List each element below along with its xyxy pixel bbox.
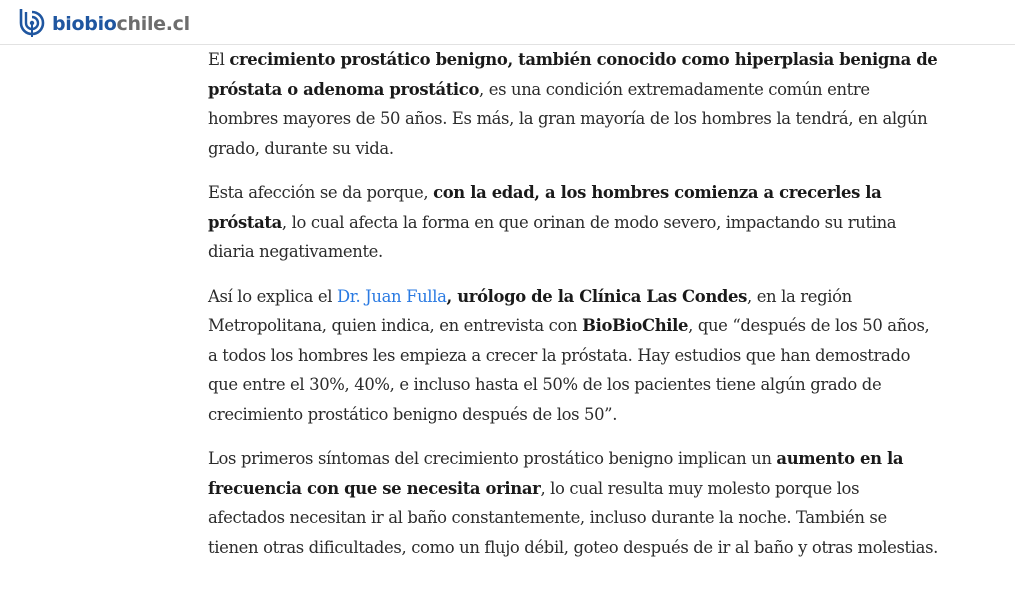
site-logo-text: biobiochile.cl: [52, 13, 190, 35]
site-header: [0, 0, 1015, 45]
article-paragraph-4: Los primeros síntomas del crecimiento prostático benigno implican un aumento en la frecuencia con que se necesita orinar, lo cual resulta muy molesto porque los afectados necesitan ir al baño constantemente, incluso durante la noche. También se tienen otras dificultades, como un flujo débil, goteo después de ir al baño y otras molestias.: [208, 449, 938, 557]
doctor-link[interactable]: Dr. Juan Fulla: [336, 286, 447, 306]
site-logo[interactable]: [18, 6, 190, 42]
article-body: [208, 45, 938, 577]
article-paragraph-1: El crecimiento prostático benigno, también conocido como hiperplasia benigna de próstata o adenoma prostático, es una condición extremadamente común entre hombres mayores de 50 años. Es más, la gran mayoría de los hombres la tendrá, en algún grado, durante su vida.: [208, 50, 938, 158]
article-paragraph-2: Esta afección se da porque, con la edad, a los hombres comienza a crecerles la próstata, lo cual afecta la forma en que orinan de modo severo, impactando su rutina diaria negativamente.: [208, 183, 897, 261]
article-paragraph-3: Así lo explica el Dr. Juan Fulla, urólogo de la Clínica Las Condes, en la región Metropolitana, quien indica, en entrevista con BioBioChile, que “después de los 50 años, a todos los hombres les empieza a crecer la próstata. Hay estudios que han demostrado que entre el 30%, 40%, e incluso hasta el 50% de los pacientes tiene algún grado de crecimiento prostático benigno después de los 50”.: [208, 286, 930, 424]
biobio-radio-icon: [18, 6, 46, 42]
